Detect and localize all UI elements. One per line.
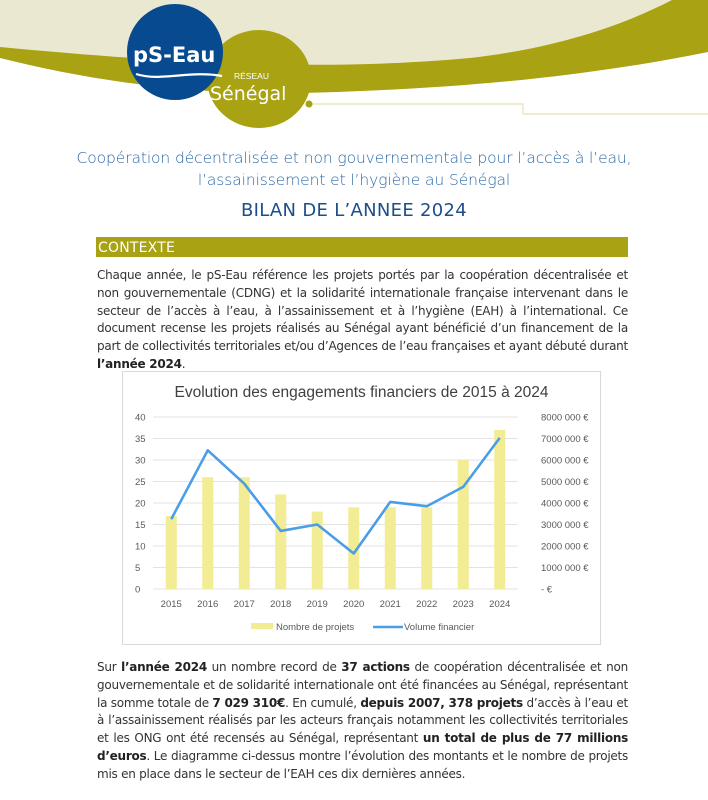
y-left-tick-label: 15 <box>135 520 146 531</box>
y-right-tick-label: 4000 000 € <box>541 498 589 510</box>
summary-text: Sur <box>97 660 122 674</box>
header-banner <box>0 0 708 135</box>
x-tick-label: 2017 <box>233 599 255 610</box>
y-right-tick-label: 8000 000 € <box>541 412 589 424</box>
intro-end: . <box>181 356 186 371</box>
chart-title: Evolution des engagements financiers de 2015 à 2024 <box>174 384 549 401</box>
y-left-tick-label: 0 <box>135 584 141 596</box>
bar-nombre-de-projets <box>421 507 432 589</box>
y-left-tick-label: 20 <box>135 498 146 510</box>
summary-highlight: 37 actions <box>341 660 410 674</box>
bar-nombre-de-projets <box>458 460 469 589</box>
y-left-tick-label: 40 <box>135 412 146 424</box>
header-rule-dot <box>306 101 313 108</box>
bar-nombre-de-projets <box>239 477 250 589</box>
summary-text: de coopération décentralisée et non gouvernementale et de solidarité internationale ont été financées au Sénégal, représentant la somme totale de <box>97 660 628 710</box>
document-subtitle <box>60 147 648 191</box>
logo-reseau-text: RÉSEAU <box>234 71 269 81</box>
summary-text: un nombre record de <box>206 660 342 674</box>
bar-nombre-de-projets <box>494 430 505 589</box>
y-right-tick-label: - € <box>541 584 553 596</box>
y-right-tick-label: 6000 000 € <box>541 455 589 467</box>
x-tick-label: 2020 <box>343 599 365 610</box>
line-volume-financier <box>171 438 500 554</box>
y-right-tick-label: 2000 000 € <box>541 541 589 553</box>
y-left-tick-label: 25 <box>135 477 146 488</box>
summary-highlight: l’année 2024 <box>121 660 207 674</box>
y-right-tick-label: 3000 000 € <box>541 520 589 531</box>
bar-nombre-de-projets <box>275 494 286 589</box>
y-right-tick-label: 7000 000 € <box>541 434 589 445</box>
section-heading-bar <box>96 237 628 257</box>
x-tick-label: 2019 <box>306 599 328 610</box>
legend-label-volume-financier: Volume financier <box>404 622 475 633</box>
bar-nombre-de-projets <box>202 477 213 589</box>
y-left-tick-label: 5 <box>135 563 141 574</box>
intro-text: Chaque année, le pS-Eau référence les projets portés par la coopération décentralisée et non gouvernementale (CDNG) et la solidarité internationale française intervenant dans le secteur de l’accès à l’eau, à l’assainissement et à l’hygiène (EAH) à l’international. Ce document recense les projets réalisés au Sénégal ayant bénéficié d’un financement de la part de collectivités territoriales et/ou d’Agences de l’eau françaises et ayant débuté durant <box>97 268 628 354</box>
y-right-tick-label: 1000 000 € <box>541 563 589 574</box>
summary-text: . Le diagramme ci-dessus montre l’évolution des montants et le nombre de projets mis en place dans le secteur de l’EAH ces dix dernières années. <box>97 748 628 781</box>
y-right-tick-label: 5000 000 € <box>541 477 589 488</box>
x-tick-label: 2021 <box>379 599 401 610</box>
x-tick-label: 2023 <box>452 599 474 610</box>
page-title: BILAN DE L’ANNEE 2024 <box>240 200 468 221</box>
bar-nombre-de-projets <box>385 507 396 589</box>
x-tick-label: 2016 <box>197 599 219 610</box>
legend-swatch-nombre-de-projets <box>251 623 273 629</box>
x-tick-label: 2015 <box>160 599 182 610</box>
summary-highlight: 7 029 310€ <box>212 695 286 710</box>
logo-pseau-text: pS-Eau <box>133 43 216 67</box>
y-left-tick-label: 35 <box>135 434 146 445</box>
logo-senegal-text: Sénégal <box>210 83 287 105</box>
intro-paragraph <box>97 267 628 374</box>
x-tick-label: 2018 <box>270 599 292 610</box>
combo-chart <box>123 372 600 644</box>
summary-highlight: depuis 2007, 378 projets <box>360 695 523 710</box>
subtitle-line-2: l’assainissement et l’hygiène au Sénégal <box>197 171 511 189</box>
summary-paragraph <box>97 659 628 784</box>
y-left-tick-label: 10 <box>135 541 146 553</box>
header-rule-line <box>309 104 708 114</box>
x-tick-label: 2024 <box>489 599 511 610</box>
subtitle-line-1: Coopération décentralisée et non gouvernementale pour l’accès à l’eau, <box>76 149 632 167</box>
bar-nombre-de-projets <box>166 516 177 589</box>
summary-text: . En cumulé, <box>285 695 361 710</box>
x-tick-label: 2022 <box>416 599 438 610</box>
section-heading: CONTEXTE <box>98 240 176 256</box>
y-left-tick-label: 30 <box>135 455 146 467</box>
legend-label-nombre-de-projets: Nombre de projets <box>276 622 355 633</box>
chart-container <box>122 371 601 645</box>
summary-text: d’accès à l’eau et à l’assainissement réalisés par les acteurs français notamment les collectivités territoriales et les ONG ont été recensés au Sénégal, représentant <box>97 695 628 746</box>
summary-highlight: un total de plus de 77 millions d’euros <box>97 731 628 763</box>
intro-bold-year: l’année 2024 <box>97 356 182 371</box>
